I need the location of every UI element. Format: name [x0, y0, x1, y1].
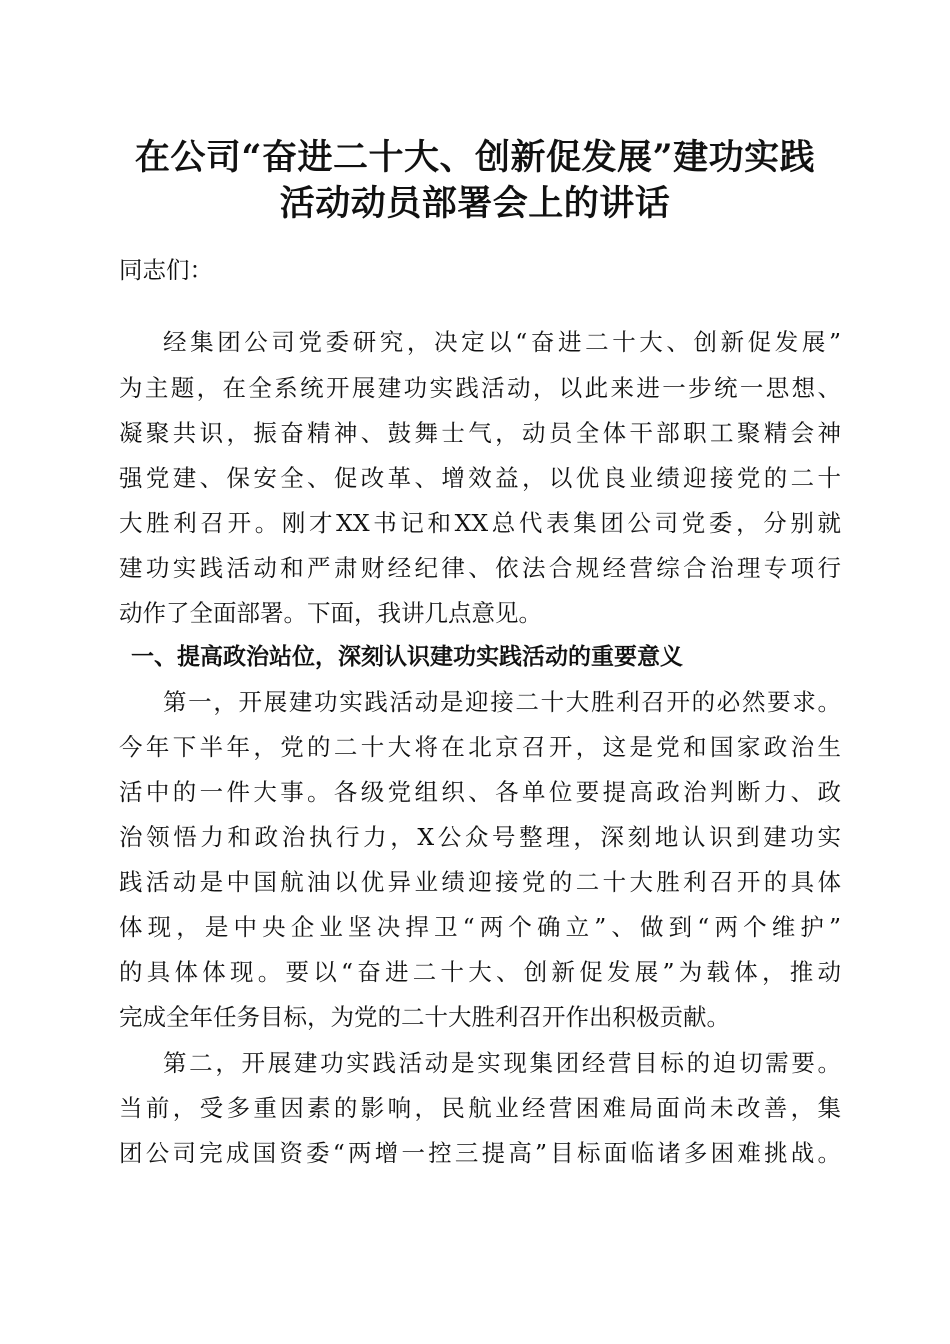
- paragraph-line: 建功实践活动和严肃财经纪律、依法合规经营综合治理专项行: [119, 554, 841, 582]
- paragraph-line: 活中的一件大事。各级党组织、各单位要提高政治判断力、政: [119, 778, 841, 806]
- document-title-line-2: 活动动员部署会上的讲话: [279, 183, 671, 224]
- paragraph-line: 第一，开展建功实践活动是迎接二十大胜利召开的必然要求。: [163, 688, 841, 716]
- paragraph-line: 动作了全面部署。下面，我讲几点意见。: [119, 599, 542, 627]
- paragraph-line: 今年下半年，党的二十大将在北京召开，这是党和国家政治生: [119, 733, 841, 761]
- document-title-line-1: 在公司“奋进二十大、创新促发展”建功实践: [134, 137, 816, 178]
- paragraph-line: 为主题，在全系统开展建功实践活动，以此来进一步统一思想、: [119, 374, 841, 402]
- paragraph-line: 凝聚共识，振奋精神、鼓舞士气，动员全体干部职工聚精会神: [119, 419, 841, 447]
- paragraph-line: 经集团公司党委研究，决定以“奋进二十大、创新促发展”: [163, 328, 841, 356]
- paragraph-line: 强党建、保安全、促改革、增效益，以优良业绩迎接党的二十: [119, 464, 841, 492]
- paragraph-line: 第二，开展建功实践活动是实现集团经营目标的迫切需要。: [163, 1049, 841, 1077]
- paragraph-line: 的具体体现。要以“奋进二十大、创新促发展”为载体，推动: [119, 958, 841, 986]
- salutation: 同志们：: [119, 256, 213, 284]
- paragraph-line: 治领悟力和政治执行力，X公众号整理，深刻地认识到建功实: [119, 823, 841, 851]
- paragraph-line: 大胜利召开。刚才XX书记和XX总代表集团公司党委，分别就: [119, 509, 841, 537]
- paragraph-line: 当前，受多重因素的影响，民航业经营困难局面尚未改善，集: [119, 1094, 841, 1122]
- section-heading: 一、提高政治站位，深刻认识建功实践活动的重要意义: [131, 644, 683, 670]
- paragraph-line: 完成全年任务目标，为党的二十大胜利召开作出积极贡献。: [119, 1003, 730, 1031]
- paragraph-line: 团公司完成国资委“两增一控三提高”目标面临诸多困难挑战。: [119, 1139, 841, 1167]
- paragraph-line: 体现，是中央企业坚决捍卫“两个确立”、做到“两个维护”: [119, 913, 841, 941]
- paragraph-line: 践活动是中国航油以优异业绩迎接党的二十大胜利召开的具体: [119, 868, 841, 896]
